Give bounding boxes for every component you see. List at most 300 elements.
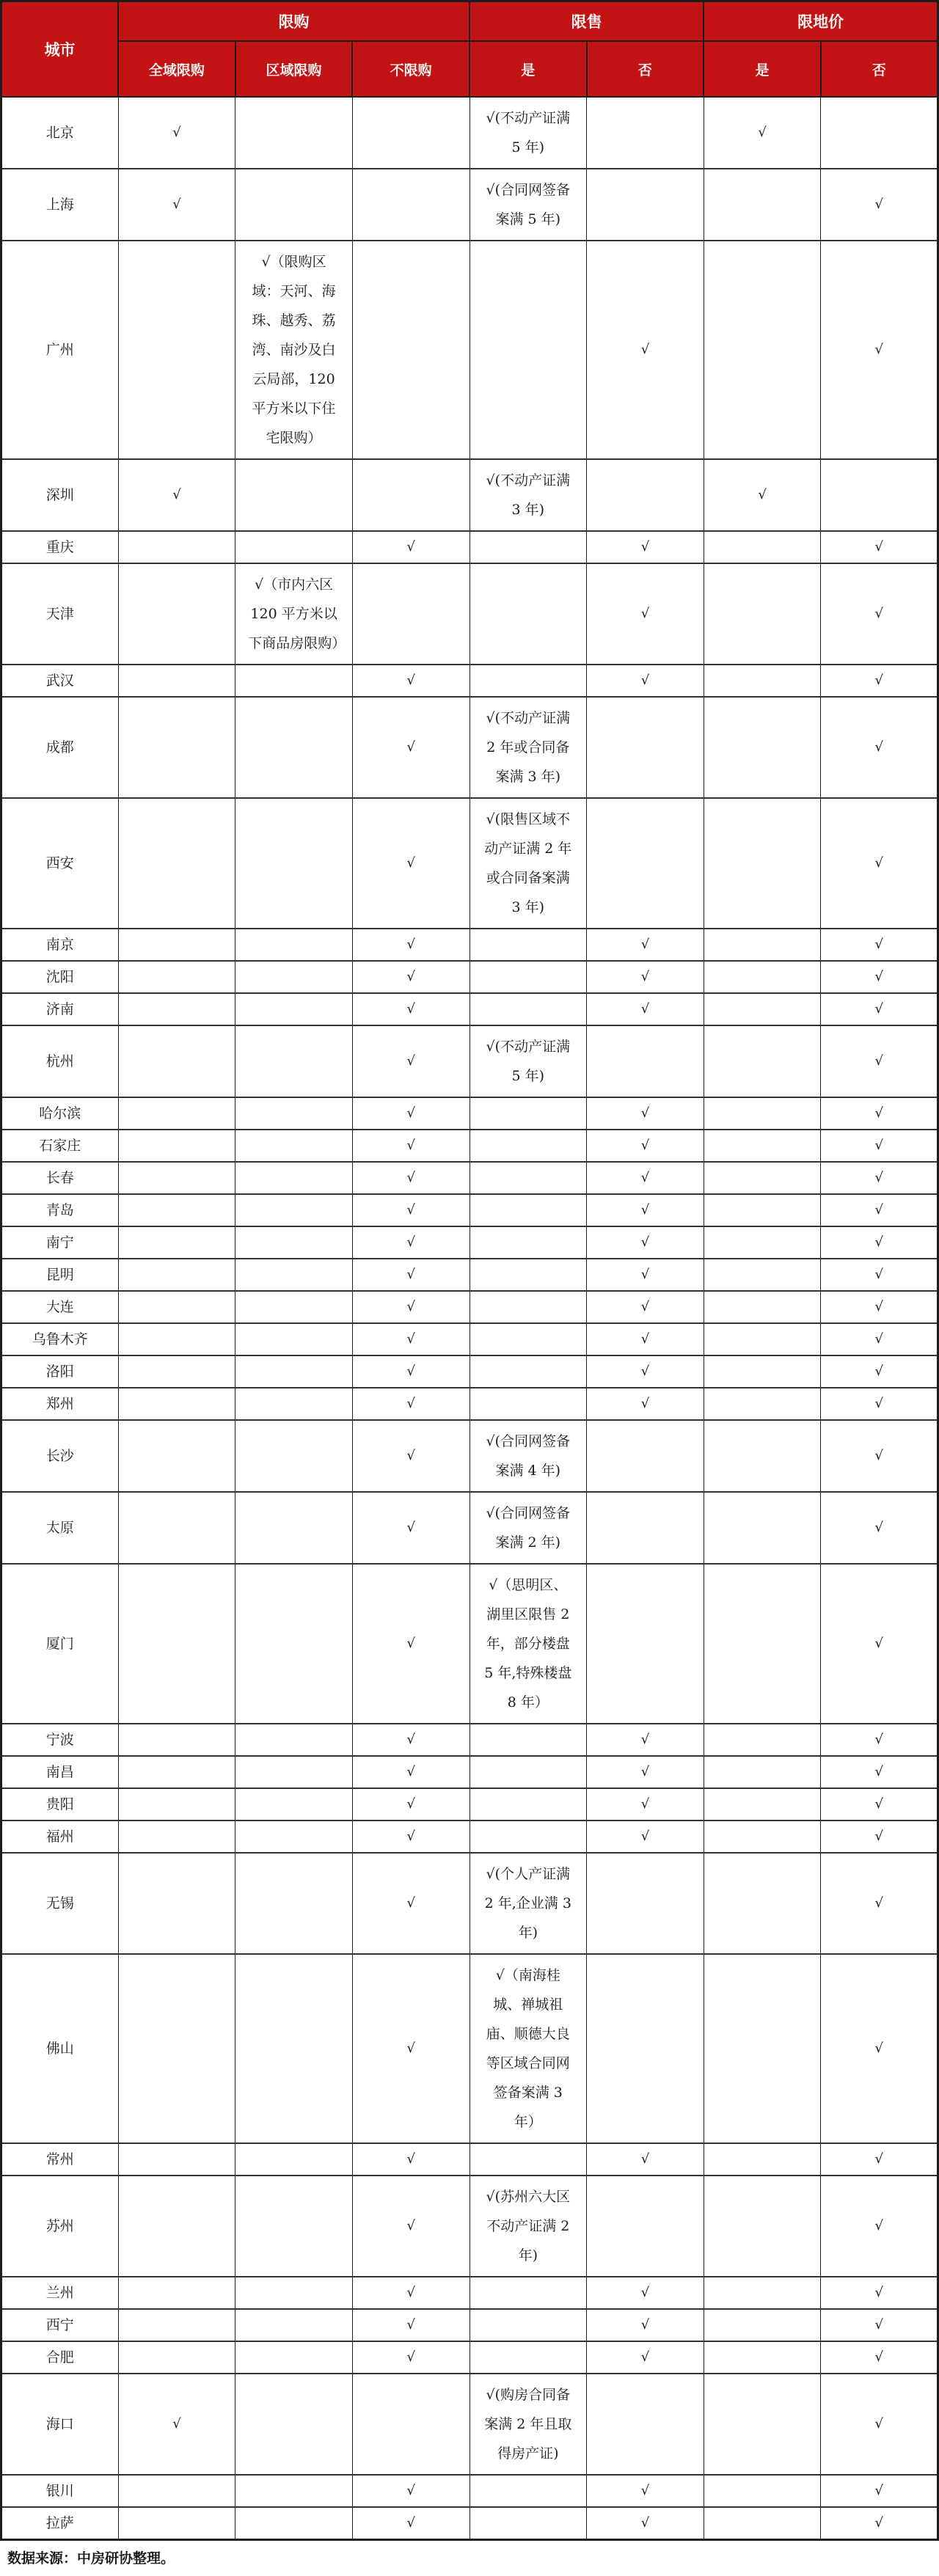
cell-land-price-limit-no: √ xyxy=(821,2341,938,2374)
cell-citywide-purchase-limit xyxy=(118,993,235,1025)
cell-sale-limit-yes: √(个人产证满 2 年,企业满 3 年) xyxy=(470,1853,587,1954)
cell-regional-purchase-limit xyxy=(235,1821,353,1853)
cell-city: 银川 xyxy=(1,2475,119,2507)
cell-citywide-purchase-limit xyxy=(118,2277,235,2309)
cell-no-purchase-limit: √ xyxy=(352,1025,470,1097)
cell-land-price-limit-no: √ xyxy=(821,697,938,798)
cell-citywide-purchase-limit xyxy=(118,1355,235,1388)
table-header xyxy=(1,1,938,98)
header-sub-row xyxy=(1,41,938,97)
table-row xyxy=(1,1226,938,1259)
table-row xyxy=(1,798,938,929)
cell-regional-purchase-limit xyxy=(235,459,353,531)
cell-regional-purchase-limit xyxy=(235,2309,353,2341)
header-regional-purchase-limit: 区域限购 xyxy=(235,41,353,97)
cell-citywide-purchase-limit xyxy=(118,1821,235,1853)
cell-sale-limit-no xyxy=(587,798,704,929)
cell-city: 北京 xyxy=(1,97,119,169)
cell-citywide-purchase-limit xyxy=(118,1130,235,1162)
table-row xyxy=(1,531,938,563)
cell-land-price-limit-yes xyxy=(704,2374,821,2475)
cell-land-price-limit-yes xyxy=(704,1954,821,2143)
table-row xyxy=(1,2341,938,2374)
cell-land-price-limit-yes xyxy=(704,1162,821,1194)
cell-land-price-limit-yes xyxy=(704,798,821,929)
table-row xyxy=(1,1420,938,1492)
cell-sale-limit-no: √ xyxy=(587,1226,704,1259)
cell-city: 南宁 xyxy=(1,1226,119,1259)
cell-sale-limit-yes xyxy=(470,1162,587,1194)
cell-sale-limit-yes xyxy=(470,1821,587,1853)
cell-city: 福州 xyxy=(1,1821,119,1853)
cell-city: 成都 xyxy=(1,697,119,798)
table-row xyxy=(1,1291,938,1323)
cell-land-price-limit-no: √ xyxy=(821,2507,938,2540)
cell-city: 郑州 xyxy=(1,1388,119,1420)
cell-sale-limit-yes: √(合同网签备案满 5 年) xyxy=(470,169,587,241)
cell-sale-limit-yes xyxy=(470,1291,587,1323)
cell-city: 乌鲁木齐 xyxy=(1,1323,119,1355)
table-row xyxy=(1,961,938,993)
cell-land-price-limit-no: √ xyxy=(821,1291,938,1323)
cell-sale-limit-yes xyxy=(470,961,587,993)
cell-sale-limit-yes xyxy=(470,1724,587,1756)
cell-regional-purchase-limit xyxy=(235,1954,353,2143)
cell-regional-purchase-limit xyxy=(235,1226,353,1259)
cell-sale-limit-yes: √(不动产证满 5 年) xyxy=(470,97,587,169)
cell-city: 杭州 xyxy=(1,1025,119,1097)
table-row xyxy=(1,929,938,961)
cell-sale-limit-yes: √(苏州六大区不动产证满 2 年) xyxy=(470,2176,587,2277)
cell-city: 重庆 xyxy=(1,531,119,563)
cell-regional-purchase-limit xyxy=(235,1097,353,1130)
cell-land-price-limit-no: √ xyxy=(821,1853,938,1954)
cell-land-price-limit-yes xyxy=(704,1194,821,1226)
cell-no-purchase-limit xyxy=(352,2374,470,2475)
cell-no-purchase-limit: √ xyxy=(352,1564,470,1724)
cell-land-price-limit-no: √ xyxy=(821,2309,938,2341)
cell-citywide-purchase-limit xyxy=(118,1388,235,1420)
cell-citywide-purchase-limit: √ xyxy=(118,169,235,241)
cell-sale-limit-no xyxy=(587,2176,704,2277)
cell-land-price-limit-no: √ xyxy=(821,1130,938,1162)
cell-land-price-limit-yes xyxy=(704,2507,821,2540)
cell-city: 常州 xyxy=(1,2143,119,2176)
cell-regional-purchase-limit xyxy=(235,993,353,1025)
cell-land-price-limit-no: √ xyxy=(821,1259,938,1291)
cell-land-price-limit-no: √ xyxy=(821,1564,938,1724)
cell-regional-purchase-limit xyxy=(235,1130,353,1162)
cell-land-price-limit-yes xyxy=(704,2277,821,2309)
cell-no-purchase-limit: √ xyxy=(352,2475,470,2507)
cell-citywide-purchase-limit xyxy=(118,563,235,665)
cell-sale-limit-no: √ xyxy=(587,665,704,697)
cell-regional-purchase-limit xyxy=(235,1724,353,1756)
cell-regional-purchase-limit: √（市内六区 120 平方米以下商品房限购） xyxy=(235,563,353,665)
header-city: 城市 xyxy=(1,1,119,98)
cell-citywide-purchase-limit xyxy=(118,1025,235,1097)
cell-sale-limit-yes xyxy=(470,1259,587,1291)
cell-citywide-purchase-limit: √ xyxy=(118,97,235,169)
cell-city: 西宁 xyxy=(1,2309,119,2341)
cell-land-price-limit-no xyxy=(821,97,938,169)
cell-sale-limit-yes xyxy=(470,929,587,961)
cell-sale-limit-no: √ xyxy=(587,1162,704,1194)
cell-regional-purchase-limit xyxy=(235,665,353,697)
cell-no-purchase-limit: √ xyxy=(352,1853,470,1954)
cell-sale-limit-no xyxy=(587,2374,704,2475)
cell-citywide-purchase-limit xyxy=(118,531,235,563)
header-sale-limit-yes: 是 xyxy=(470,41,587,97)
table-row xyxy=(1,1788,938,1821)
table-row xyxy=(1,1194,938,1226)
cell-regional-purchase-limit xyxy=(235,1355,353,1388)
cell-land-price-limit-no: √ xyxy=(821,2277,938,2309)
cell-no-purchase-limit: √ xyxy=(352,1323,470,1355)
cell-city: 昆明 xyxy=(1,1259,119,1291)
cell-no-purchase-limit: √ xyxy=(352,2341,470,2374)
table-row xyxy=(1,1853,938,1954)
cell-no-purchase-limit: √ xyxy=(352,1291,470,1323)
table-row xyxy=(1,993,938,1025)
cell-citywide-purchase-limit xyxy=(118,2143,235,2176)
cell-land-price-limit-yes xyxy=(704,1388,821,1420)
cell-sale-limit-yes xyxy=(470,2277,587,2309)
cell-regional-purchase-limit xyxy=(235,2143,353,2176)
cell-no-purchase-limit: √ xyxy=(352,1388,470,1420)
table-row xyxy=(1,1162,938,1194)
cell-city: 洛阳 xyxy=(1,1355,119,1388)
cell-land-price-limit-no: √ xyxy=(821,665,938,697)
cell-land-price-limit-yes xyxy=(704,993,821,1025)
cell-regional-purchase-limit xyxy=(235,1788,353,1821)
cell-land-price-limit-yes xyxy=(704,961,821,993)
cell-land-price-limit-yes: √ xyxy=(704,97,821,169)
cell-sale-limit-no: √ xyxy=(587,1259,704,1291)
cell-regional-purchase-limit xyxy=(235,1323,353,1355)
cell-land-price-limit-yes xyxy=(704,1130,821,1162)
cell-regional-purchase-limit xyxy=(235,798,353,929)
cell-city: 长沙 xyxy=(1,1420,119,1492)
cell-regional-purchase-limit xyxy=(235,961,353,993)
cell-no-purchase-limit: √ xyxy=(352,1954,470,2143)
cell-city: 南昌 xyxy=(1,1756,119,1788)
cell-regional-purchase-limit xyxy=(235,1259,353,1291)
header-land-price-limit-no: 否 xyxy=(821,41,938,97)
cell-land-price-limit-no: √ xyxy=(821,1025,938,1097)
cell-city: 济南 xyxy=(1,993,119,1025)
table-row xyxy=(1,1492,938,1564)
cell-city: 深圳 xyxy=(1,459,119,531)
cell-city: 太原 xyxy=(1,1492,119,1564)
cell-citywide-purchase-limit xyxy=(118,2341,235,2374)
cell-citywide-purchase-limit xyxy=(118,1420,235,1492)
cell-regional-purchase-limit xyxy=(235,97,353,169)
cell-citywide-purchase-limit xyxy=(118,1226,235,1259)
cell-land-price-limit-no: √ xyxy=(821,563,938,665)
cell-city: 佛山 xyxy=(1,1954,119,2143)
cell-no-purchase-limit: √ xyxy=(352,1756,470,1788)
cell-city: 大连 xyxy=(1,1291,119,1323)
cell-city: 上海 xyxy=(1,169,119,241)
cell-sale-limit-no: √ xyxy=(587,1724,704,1756)
cell-land-price-limit-yes xyxy=(704,2309,821,2341)
cell-regional-purchase-limit xyxy=(235,1756,353,1788)
cell-land-price-limit-no: √ xyxy=(821,1420,938,1492)
cell-no-purchase-limit: √ xyxy=(352,993,470,1025)
cell-citywide-purchase-limit xyxy=(118,1954,235,2143)
cell-sale-limit-no: √ xyxy=(587,1097,704,1130)
cell-land-price-limit-yes xyxy=(704,1025,821,1097)
cell-citywide-purchase-limit xyxy=(118,1788,235,1821)
cell-sale-limit-yes xyxy=(470,1130,587,1162)
cell-citywide-purchase-limit xyxy=(118,1323,235,1355)
cell-sale-limit-no xyxy=(587,97,704,169)
header-group-sale-limit: 限售 xyxy=(470,1,704,42)
cell-citywide-purchase-limit: √ xyxy=(118,459,235,531)
cell-sale-limit-yes xyxy=(470,2143,587,2176)
cell-no-purchase-limit: √ xyxy=(352,1821,470,1853)
cell-regional-purchase-limit xyxy=(235,2475,353,2507)
cell-city: 无锡 xyxy=(1,1853,119,1954)
cell-land-price-limit-yes xyxy=(704,1564,821,1724)
cell-sale-limit-no: √ xyxy=(587,1788,704,1821)
cell-no-purchase-limit xyxy=(352,241,470,459)
cell-land-price-limit-yes xyxy=(704,563,821,665)
cell-land-price-limit-yes xyxy=(704,169,821,241)
cell-sale-limit-yes: √(限售区域不动产证满 2 年或合同备案满 3 年) xyxy=(470,798,587,929)
cell-no-purchase-limit: √ xyxy=(352,2143,470,2176)
cell-land-price-limit-yes xyxy=(704,1420,821,1492)
table-row xyxy=(1,1756,938,1788)
cell-land-price-limit-no: √ xyxy=(821,1788,938,1821)
cell-city: 哈尔滨 xyxy=(1,1097,119,1130)
cell-no-purchase-limit: √ xyxy=(352,2309,470,2341)
cell-sale-limit-no: √ xyxy=(587,1291,704,1323)
cell-sale-limit-yes xyxy=(470,531,587,563)
table-row xyxy=(1,697,938,798)
table-row xyxy=(1,169,938,241)
cell-land-price-limit-no: √ xyxy=(821,1097,938,1130)
cell-regional-purchase-limit xyxy=(235,1291,353,1323)
cell-no-purchase-limit: √ xyxy=(352,665,470,697)
cell-citywide-purchase-limit xyxy=(118,1724,235,1756)
table-row xyxy=(1,1954,938,2143)
cell-sale-limit-no: √ xyxy=(587,2309,704,2341)
cell-city: 沈阳 xyxy=(1,961,119,993)
cell-land-price-limit-no: √ xyxy=(821,1492,938,1564)
table-row xyxy=(1,2176,938,2277)
cell-land-price-limit-no: √ xyxy=(821,993,938,1025)
cell-sale-limit-no: √ xyxy=(587,563,704,665)
cell-sale-limit-no: √ xyxy=(587,993,704,1025)
cell-no-purchase-limit: √ xyxy=(352,1355,470,1388)
cell-land-price-limit-yes xyxy=(704,1788,821,1821)
table-row xyxy=(1,1355,938,1388)
cell-sale-limit-yes xyxy=(470,241,587,459)
cell-sale-limit-no: √ xyxy=(587,2143,704,2176)
cell-land-price-limit-yes xyxy=(704,241,821,459)
table-row xyxy=(1,2374,938,2475)
cell-no-purchase-limit: √ xyxy=(352,1130,470,1162)
cell-citywide-purchase-limit xyxy=(118,1492,235,1564)
cell-citywide-purchase-limit xyxy=(118,1097,235,1130)
cell-no-purchase-limit: √ xyxy=(352,1162,470,1194)
cell-regional-purchase-limit: √（限购区域：天河、海珠、越秀、荔湾、南沙及白云局部，120 平方米以下住宅限购） xyxy=(235,241,353,459)
cell-city: 厦门 xyxy=(1,1564,119,1724)
cell-sale-limit-no xyxy=(587,1954,704,2143)
cell-no-purchase-limit: √ xyxy=(352,929,470,961)
cell-citywide-purchase-limit xyxy=(118,961,235,993)
cell-sale-limit-yes xyxy=(470,665,587,697)
cell-land-price-limit-no: √ xyxy=(821,531,938,563)
cell-land-price-limit-no: √ xyxy=(821,1162,938,1194)
cell-land-price-limit-no: √ xyxy=(821,1226,938,1259)
cell-citywide-purchase-limit xyxy=(118,798,235,929)
cell-land-price-limit-yes xyxy=(704,697,821,798)
cell-regional-purchase-limit xyxy=(235,2341,353,2374)
cell-sale-limit-no: √ xyxy=(587,1355,704,1388)
cell-citywide-purchase-limit xyxy=(118,1194,235,1226)
table-body xyxy=(1,97,938,2540)
cell-sale-limit-no: √ xyxy=(587,2277,704,2309)
cell-citywide-purchase-limit xyxy=(118,2309,235,2341)
cell-citywide-purchase-limit xyxy=(118,697,235,798)
cell-sale-limit-yes xyxy=(470,1355,587,1388)
cell-sale-limit-yes: √(不动产证满 5 年) xyxy=(470,1025,587,1097)
source-note: 数据来源：中房研协整理。 xyxy=(7,2551,175,2566)
cell-land-price-limit-yes xyxy=(704,1853,821,1954)
cell-sale-limit-no: √ xyxy=(587,2475,704,2507)
cell-no-purchase-limit: √ xyxy=(352,531,470,563)
cell-no-purchase-limit: √ xyxy=(352,1226,470,1259)
cell-sale-limit-no: √ xyxy=(587,2507,704,2540)
header-group-purchase-limit: 限购 xyxy=(118,1,470,42)
cell-land-price-limit-yes xyxy=(704,1756,821,1788)
cell-land-price-limit-yes xyxy=(704,1097,821,1130)
cell-no-purchase-limit xyxy=(352,459,470,531)
cell-sale-limit-yes xyxy=(470,1097,587,1130)
cell-sale-limit-yes xyxy=(470,1226,587,1259)
cell-no-purchase-limit: √ xyxy=(352,2507,470,2540)
cell-sale-limit-no xyxy=(587,697,704,798)
table-row xyxy=(1,1323,938,1355)
cell-sale-limit-no: √ xyxy=(587,2341,704,2374)
header-group-row xyxy=(1,1,938,42)
cell-regional-purchase-limit xyxy=(235,531,353,563)
cell-land-price-limit-no: √ xyxy=(821,961,938,993)
cell-city: 石家庄 xyxy=(1,1130,119,1162)
cell-no-purchase-limit: √ xyxy=(352,1420,470,1492)
cell-sale-limit-no xyxy=(587,1564,704,1724)
cell-regional-purchase-limit xyxy=(235,1025,353,1097)
cell-land-price-limit-no xyxy=(821,459,938,531)
table-row xyxy=(1,2143,938,2176)
cell-land-price-limit-yes: √ xyxy=(704,459,821,531)
cell-sale-limit-yes xyxy=(470,2309,587,2341)
cell-regional-purchase-limit xyxy=(235,2507,353,2540)
cell-land-price-limit-no: √ xyxy=(821,169,938,241)
cell-no-purchase-limit: √ xyxy=(352,1724,470,1756)
cell-citywide-purchase-limit xyxy=(118,2507,235,2540)
cell-land-price-limit-no: √ xyxy=(821,798,938,929)
cell-regional-purchase-limit xyxy=(235,2176,353,2277)
cell-sale-limit-yes xyxy=(470,1788,587,1821)
cell-sale-limit-yes xyxy=(470,2475,587,2507)
table-row xyxy=(1,2309,938,2341)
cell-city: 海口 xyxy=(1,2374,119,2475)
cell-sale-limit-no xyxy=(587,169,704,241)
table-row xyxy=(1,1259,938,1291)
table-row xyxy=(1,563,938,665)
cell-regional-purchase-limit xyxy=(235,1420,353,1492)
cell-land-price-limit-yes xyxy=(704,1724,821,1756)
cell-citywide-purchase-limit xyxy=(118,2475,235,2507)
cell-land-price-limit-no: √ xyxy=(821,1724,938,1756)
table-row xyxy=(1,459,938,531)
table-row xyxy=(1,1025,938,1097)
cell-regional-purchase-limit xyxy=(235,1564,353,1724)
cell-sale-limit-no: √ xyxy=(587,1756,704,1788)
cell-sale-limit-no xyxy=(587,1025,704,1097)
cell-sale-limit-yes xyxy=(470,563,587,665)
cell-regional-purchase-limit xyxy=(235,1194,353,1226)
cell-sale-limit-no: √ xyxy=(587,1130,704,1162)
cell-land-price-limit-no: √ xyxy=(821,1355,938,1388)
cell-citywide-purchase-limit xyxy=(118,929,235,961)
header-group-land-price-limit: 限地价 xyxy=(704,1,938,42)
cell-no-purchase-limit: √ xyxy=(352,1097,470,1130)
table-row xyxy=(1,2475,938,2507)
cell-land-price-limit-no: √ xyxy=(821,2374,938,2475)
cell-regional-purchase-limit xyxy=(235,929,353,961)
cell-no-purchase-limit: √ xyxy=(352,1259,470,1291)
cell-land-price-limit-no: √ xyxy=(821,1323,938,1355)
cell-city: 合肥 xyxy=(1,2341,119,2374)
cell-land-price-limit-yes xyxy=(704,1259,821,1291)
cell-citywide-purchase-limit: √ xyxy=(118,2374,235,2475)
cell-citywide-purchase-limit xyxy=(118,665,235,697)
cell-land-price-limit-yes xyxy=(704,1291,821,1323)
cell-sale-limit-yes: √(不动产证满 2 年或合同备案满 3 年) xyxy=(470,697,587,798)
cell-no-purchase-limit: √ xyxy=(352,2277,470,2309)
cell-land-price-limit-yes xyxy=(704,665,821,697)
cell-sale-limit-no: √ xyxy=(587,531,704,563)
cell-city: 兰州 xyxy=(1,2277,119,2309)
cell-sale-limit-no xyxy=(587,1853,704,1954)
cell-sale-limit-no xyxy=(587,1420,704,1492)
cell-sale-limit-no xyxy=(587,459,704,531)
cell-city: 长春 xyxy=(1,1162,119,1194)
cell-sale-limit-yes xyxy=(470,1388,587,1420)
cell-citywide-purchase-limit xyxy=(118,1853,235,1954)
table-row xyxy=(1,1724,938,1756)
cell-sale-limit-no: √ xyxy=(587,1194,704,1226)
cell-city: 贵阳 xyxy=(1,1788,119,1821)
cell-sale-limit-no: √ xyxy=(587,1323,704,1355)
cell-land-price-limit-no: √ xyxy=(821,1194,938,1226)
cell-sale-limit-yes: √（南海桂城、禅城祖庙、顺德大良等区域合同网签备案满 3 年） xyxy=(470,1954,587,2143)
cell-citywide-purchase-limit xyxy=(118,2176,235,2277)
cell-citywide-purchase-limit xyxy=(118,1162,235,1194)
cell-no-purchase-limit: √ xyxy=(352,798,470,929)
cell-citywide-purchase-limit xyxy=(118,241,235,459)
cell-land-price-limit-yes xyxy=(704,1492,821,1564)
cell-sale-limit-yes xyxy=(470,1194,587,1226)
cell-sale-limit-no xyxy=(587,1492,704,1564)
cell-city: 广州 xyxy=(1,241,119,459)
table-row xyxy=(1,1821,938,1853)
